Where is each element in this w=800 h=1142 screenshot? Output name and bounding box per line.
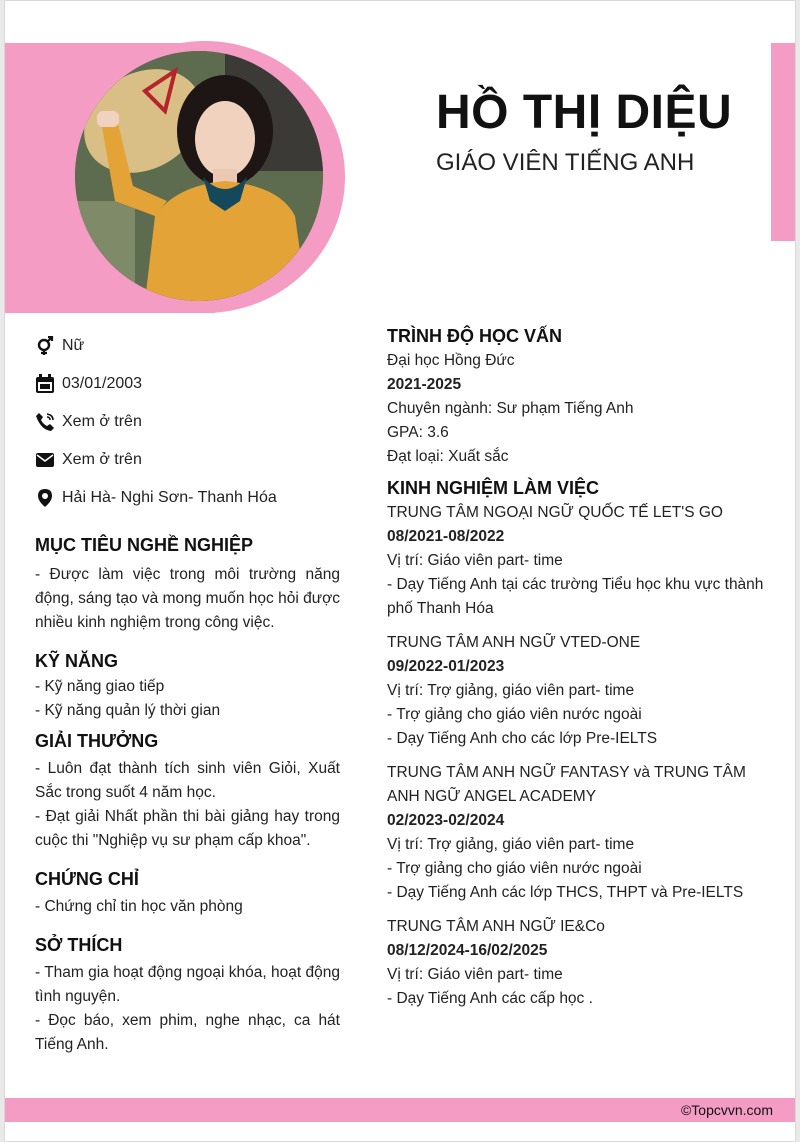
job-company: TRUNG TÂM ANH NGỮ VTED-ONE [387, 634, 641, 651]
job-company: TRUNG TÂM NGOẠI NGỮ QUỐC TẾ LET'S GO [387, 504, 723, 521]
education-gpa: GPA: 3.6 [387, 424, 449, 441]
phone-row [35, 403, 340, 441]
job-line: - Dạy Tiếng Anh cho các lớp Pre-IELTS [387, 730, 658, 747]
phone-text: Xem ở trên [62, 413, 142, 430]
section-title: TRÌNH ĐỘ HỌC VẤN [387, 326, 562, 346]
list-item: - Đạt giải Nhất phần thi bài giảng hay trong cuộc thi "Nghiệp vụ sư phạm cấp khoa". [35, 808, 340, 849]
address-row [35, 479, 340, 517]
mail-icon [35, 450, 55, 470]
job-period: 02/2023-02/2024 [387, 812, 505, 829]
awards-section [35, 727, 340, 853]
job-line: Vị trí: Trợ giảng, giáo viên part- time [387, 836, 635, 853]
job-line: - Trợ giảng cho giáo viên nước ngoài [387, 706, 642, 723]
job-line: - Dạy Tiếng Anh tại các trường Tiểu học khu vực thành phố Thanh Hóa [387, 576, 764, 617]
objective-section [35, 531, 340, 635]
job-line: Vị trí: Giáo viên part- time [387, 966, 563, 983]
job-entry [387, 915, 779, 1011]
job-line: Vị trí: Trợ giảng, giáo viên part- time [387, 682, 635, 699]
experience-section [387, 475, 779, 1011]
section-title: MỤC TIÊU NGHỀ NGHIỆP [35, 535, 254, 555]
skills-section [35, 647, 340, 723]
certificates-section [35, 865, 340, 919]
dob-text: 03/01/2003 [62, 375, 143, 392]
education-period: 2021-2025 [387, 376, 462, 393]
job-line: - Dạy Tiếng Anh các lớp THCS, THPT và Pre-IELTS [387, 884, 744, 901]
job-period: 08/12/2024-16/02/2025 [387, 942, 548, 959]
education-major: Chuyên ngành: Sư phạm Tiếng Anh [387, 400, 634, 417]
school-name: Đại học Hồng Đức [387, 352, 515, 369]
right-column [387, 323, 779, 1011]
cv-page [4, 0, 796, 1142]
job-entry [387, 501, 779, 621]
job-title: GIÁO VIÊN TIẾNG ANH [436, 149, 695, 176]
list-item: - Luôn đạt thành tích sinh viên Giỏi, Xuất Sắc trong suốt 4 năm học. [35, 760, 340, 801]
objective-text: - Được làm việc trong môi trường năng động, sáng tạo và mong muốn học hỏi được nhiều kinh nghiệm trong công việc. [35, 566, 340, 631]
left-column [35, 327, 340, 1057]
candidate-name: HỒ THỊ DIỆU [436, 86, 733, 139]
job-period: 09/2022-01/2023 [387, 658, 505, 675]
list-item: - Kỹ năng quản lý thời gian [35, 702, 221, 719]
dob-row [35, 365, 340, 403]
gender-row [35, 327, 340, 365]
gender-text: Nữ [62, 337, 85, 354]
email-row [35, 441, 340, 479]
list-item: - Tham gia hoạt động ngoại khóa, hoạt động tình nguyện. [35, 964, 340, 1005]
section-title: KỸ NĂNG [35, 651, 119, 671]
section-title: GIẢI THƯỞNG [35, 731, 159, 751]
header-accent-bar [771, 43, 796, 241]
portrait-photo [75, 51, 323, 301]
job-line: - Dạy Tiếng Anh các cấp học . [387, 990, 593, 1007]
list-item: - Chứng chỉ tin học văn phòng [35, 898, 243, 915]
email-text: Xem ở trên [62, 451, 142, 468]
hobbies-section [35, 931, 340, 1057]
list-item: - Đọc báo, xem phim, nghe nhạc, ca hát Tiếng Anh. [35, 1012, 340, 1053]
job-company: TRUNG TÂM ANH NGỮ IE&Co [387, 918, 605, 935]
footer-bar [5, 1098, 796, 1122]
address-text: Hải Hà- Nghi Sơn- Thanh Hóa [62, 489, 277, 506]
job-entry [387, 631, 779, 751]
education-section [387, 323, 779, 469]
section-title: SỞ THÍCH [35, 935, 123, 955]
phone-icon [35, 412, 55, 432]
job-line: Vị trí: Giáo viên part- time [387, 552, 563, 569]
location-pin-icon [35, 488, 55, 508]
section-title: CHỨNG CHỈ [35, 869, 139, 889]
calendar-icon [35, 374, 55, 394]
job-line: - Trợ giảng cho giáo viên nước ngoài [387, 860, 642, 877]
job-period: 08/2021-08/2022 [387, 528, 505, 545]
job-company: TRUNG TÂM ANH NGỮ FANTASY và TRUNG TÂM ANH NGỮ ANGEL ACADEMY [387, 764, 746, 805]
section-title: KINH NGHIỆM LÀM VIỆC [387, 478, 600, 498]
gender-icon [35, 336, 55, 356]
job-entry [387, 761, 779, 905]
list-item: - Kỹ năng giao tiếp [35, 678, 165, 695]
education-rank: Đạt loại: Xuất sắc [387, 448, 509, 465]
footer-brand[interactable]: ©Topcvvn.com [680, 1102, 773, 1118]
